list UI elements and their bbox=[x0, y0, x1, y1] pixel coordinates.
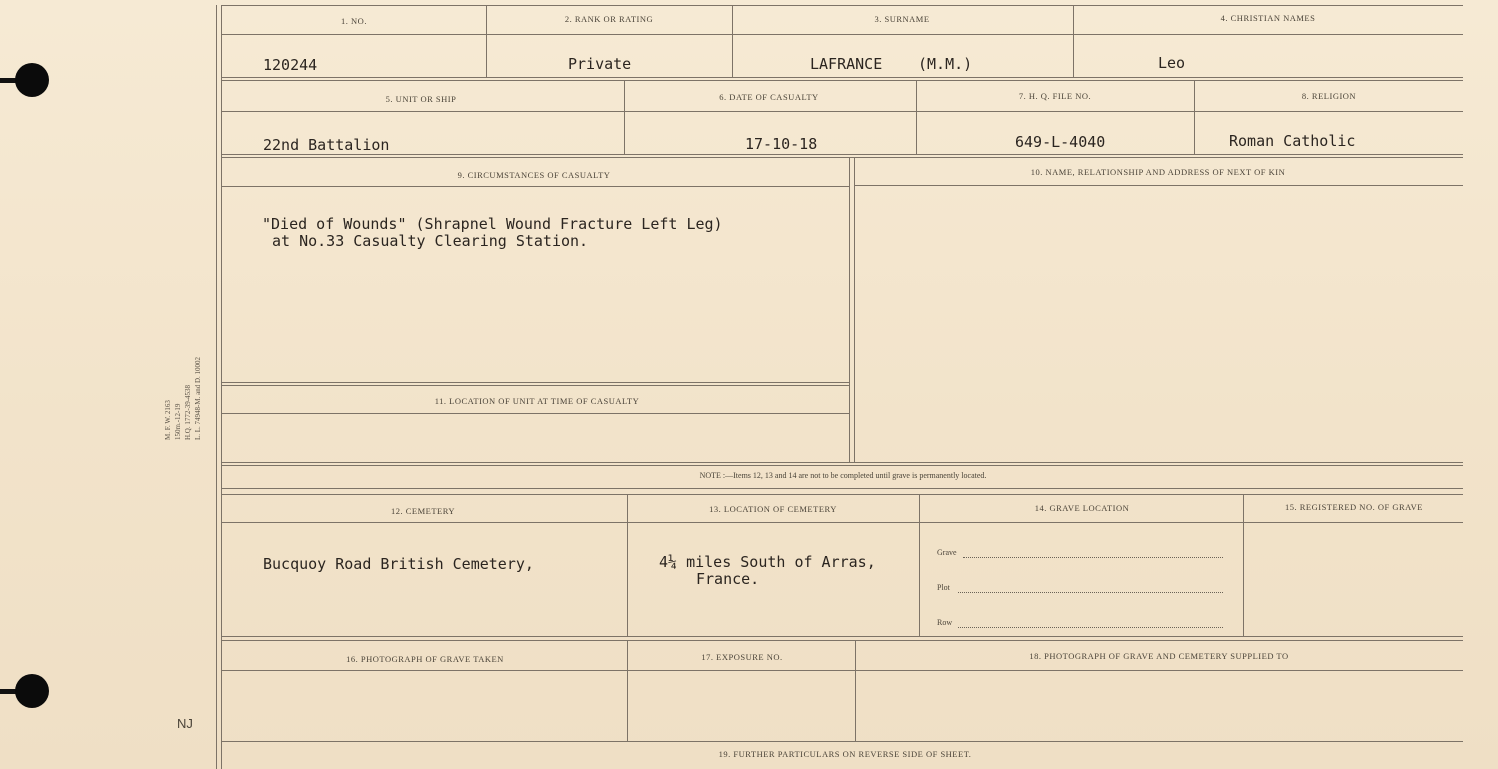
rule bbox=[221, 465, 1463, 466]
rule bbox=[732, 5, 733, 77]
no-label: 1. NO. bbox=[341, 16, 367, 26]
next-of-kin-label: 10. NAME, RELATIONSHIP AND ADDRESS OF NEXT OF KIN bbox=[1030, 167, 1286, 177]
circumstances-line: at No.33 Casualty Clearing Station. bbox=[272, 232, 589, 250]
rule bbox=[486, 5, 487, 77]
religion-value: Roman Catholic bbox=[1229, 132, 1356, 150]
rule bbox=[849, 157, 850, 462]
rule bbox=[221, 488, 1463, 489]
unit-label: 5. UNIT OR SHIP bbox=[385, 94, 457, 104]
rule bbox=[1243, 494, 1244, 636]
form-code-vertical bbox=[158, 330, 218, 440]
rank-value: Private bbox=[568, 55, 632, 73]
rule bbox=[221, 186, 849, 187]
form-code-line: L. L. 74948-M. and D. 10002 bbox=[194, 356, 202, 440]
rule bbox=[221, 5, 1463, 6]
date-value: 17-10-18 bbox=[745, 135, 818, 153]
rule bbox=[624, 80, 625, 154]
rule bbox=[1073, 5, 1074, 77]
plot-field-line bbox=[958, 591, 1223, 593]
rule bbox=[221, 77, 1463, 78]
registered-no-label: 15. REGISTERED NO. OF GRAVE bbox=[1284, 502, 1424, 512]
rule bbox=[221, 494, 1463, 495]
rule bbox=[221, 522, 1463, 523]
grave-field-label: Grave bbox=[937, 548, 957, 557]
file-value: 649-L-4040 bbox=[1015, 133, 1106, 151]
exposure-no-label: 17. EXPOSURE NO. bbox=[701, 652, 783, 662]
cemetery-location-line: France. bbox=[696, 570, 760, 588]
left-margin-line bbox=[221, 5, 222, 769]
rule bbox=[916, 80, 917, 154]
cemetery-label: 12. CEMETERY bbox=[390, 506, 456, 516]
date-label: 6. DATE OF CASUALTY bbox=[719, 92, 819, 102]
cemetery-location-line: 4¼ miles South of Arras, bbox=[659, 553, 876, 571]
left-margin-line bbox=[216, 5, 217, 769]
row-field-line bbox=[958, 626, 1223, 628]
rule bbox=[221, 741, 1463, 742]
religion-label: 8. RELIGION bbox=[1301, 91, 1357, 101]
christian-name-value: Leo bbox=[1158, 54, 1186, 72]
rule bbox=[627, 494, 628, 636]
form-code-line: H.Q. 1772-39-4538 bbox=[184, 384, 192, 440]
rule bbox=[854, 157, 855, 462]
note-text: NOTE :—Items 12, 13 and 14 are not to be completed until grave is permanently located. bbox=[699, 471, 987, 480]
rule bbox=[1194, 80, 1195, 154]
rule bbox=[221, 640, 1463, 641]
rule bbox=[221, 382, 849, 383]
rule bbox=[221, 111, 1463, 112]
rule bbox=[221, 154, 1463, 155]
form-code-line: M. F. W. 2163 bbox=[164, 400, 172, 440]
service-number: 120244 bbox=[263, 56, 318, 74]
rank-label: 2. RANK OR RATING bbox=[564, 14, 654, 24]
rule bbox=[221, 34, 1463, 35]
rule bbox=[855, 185, 1463, 186]
rule bbox=[221, 385, 849, 386]
military-medal-note: (M.M.) bbox=[918, 55, 973, 73]
surname-value: LAFRANCE bbox=[810, 55, 883, 73]
rule bbox=[221, 413, 849, 414]
location-of-unit-label: 11. LOCATION OF UNIT AT TIME OF CASUALTY bbox=[434, 396, 640, 406]
unit-value: 22nd Battalion bbox=[263, 136, 390, 154]
punch-hole-top bbox=[15, 63, 49, 97]
location-of-cemetery-label: 13. LOCATION OF CEMETERY bbox=[709, 504, 837, 514]
punch-hole-bottom bbox=[15, 674, 49, 708]
rule bbox=[627, 640, 628, 741]
rule bbox=[221, 636, 1463, 637]
rule bbox=[221, 80, 1463, 81]
rule bbox=[221, 462, 1463, 463]
rule bbox=[855, 640, 856, 741]
photograph-taken-label: 16. PHOTOGRAPH OF GRAVE TAKEN bbox=[346, 654, 504, 664]
circumstances-label: 9. CIRCUMSTANCES OF CASUALTY bbox=[457, 170, 611, 180]
row-field-label: Row bbox=[937, 618, 953, 627]
cemetery-value: Bucquoy Road British Cemetery, bbox=[263, 555, 534, 573]
plot-field-label: Plot bbox=[937, 583, 950, 592]
initials: NJ bbox=[177, 716, 193, 731]
grave-field-line bbox=[963, 556, 1223, 558]
christian-names-label: 4. CHRISTIAN NAMES bbox=[1220, 13, 1316, 23]
grave-location-label: 14. GRAVE LOCATION bbox=[1034, 503, 1130, 513]
rule bbox=[221, 670, 1463, 671]
photograph-supplied-label: 18. PHOTOGRAPH OF GRAVE AND CEMETERY SUPPLIED TO bbox=[1029, 651, 1289, 661]
rule bbox=[919, 494, 920, 636]
surname-label: 3. SURNAME bbox=[874, 14, 930, 24]
further-particulars-label: 19. FURTHER PARTICULARS ON REVERSE SIDE OF SHEET. bbox=[718, 749, 972, 759]
file-label: 7. H. Q. FILE NO. bbox=[1018, 91, 1092, 101]
circumstances-line: "Died of Wounds" (Shrapnel Wound Fracture Left Leg) bbox=[262, 215, 723, 233]
rule bbox=[221, 157, 1463, 158]
form-code-line: 150m.-12-19 bbox=[174, 403, 182, 440]
